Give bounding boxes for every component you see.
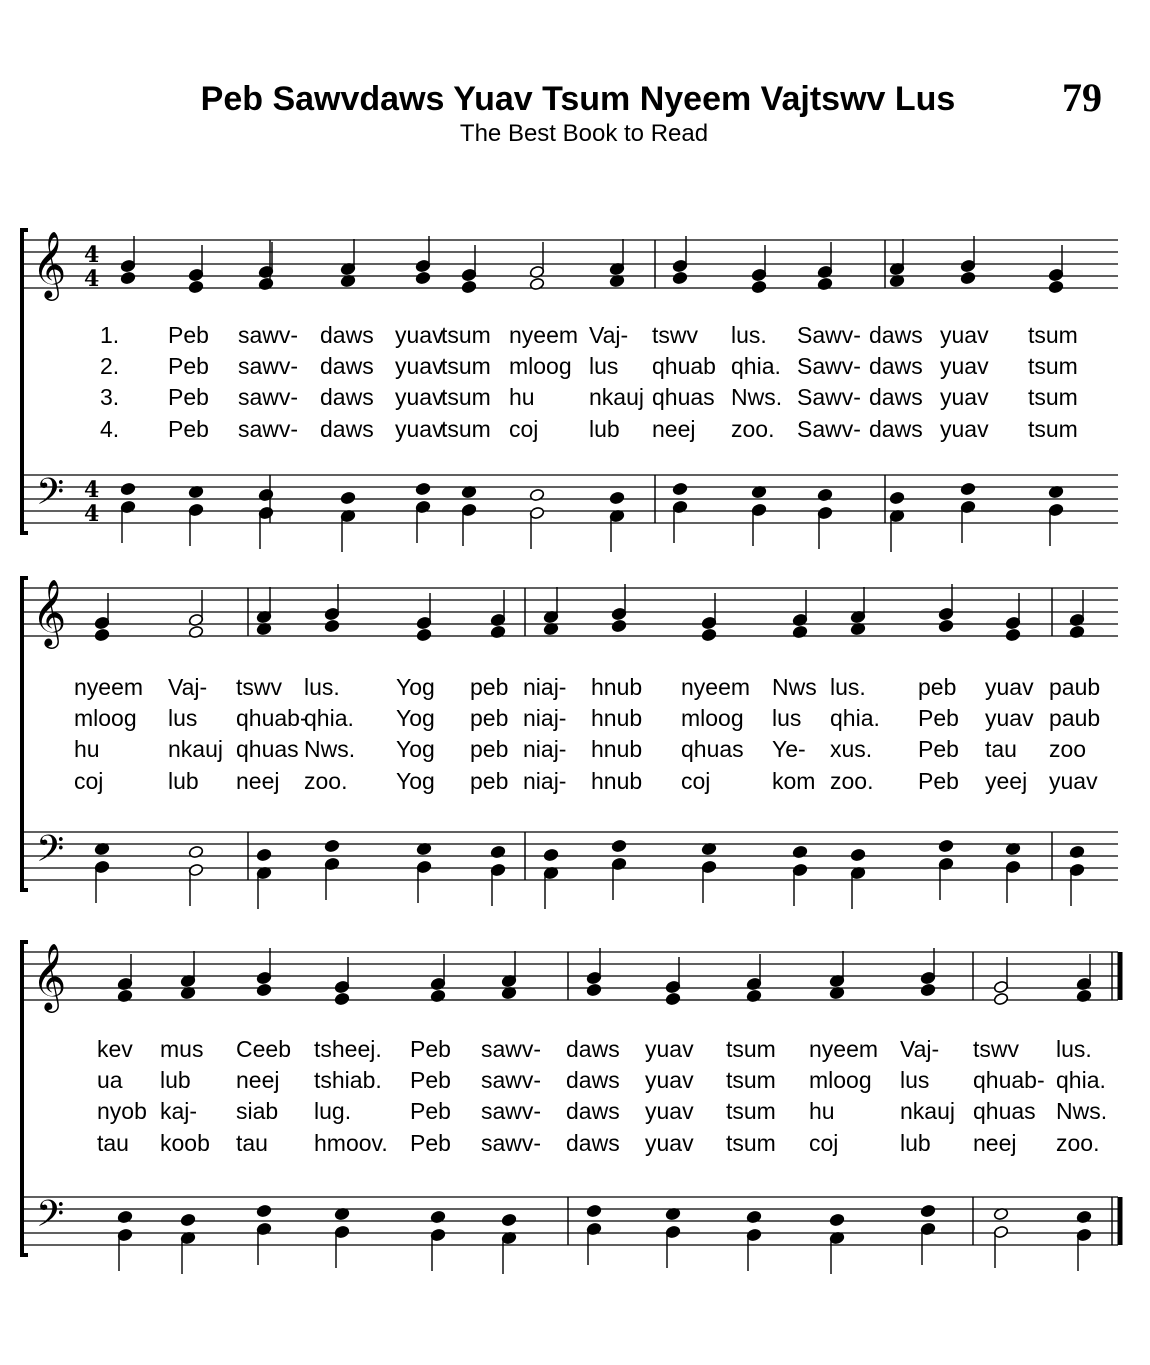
lyric-syllable: hmoov.: [314, 1130, 388, 1156]
treble-note: [1069, 625, 1084, 638]
lyric-syllable: niaj-: [523, 768, 567, 794]
treble-note: [324, 619, 339, 632]
lyric-syllable: daws: [869, 416, 923, 442]
lyric-syllable: daws: [869, 353, 923, 379]
bass-note: [889, 491, 904, 504]
bass-note: [920, 1204, 935, 1217]
bass-note: [256, 1204, 271, 1217]
lyric-syllable: nkauj: [589, 384, 644, 410]
lyric-syllable: nyeem: [681, 674, 751, 700]
treble-note: [665, 992, 680, 1005]
lyric-syllable: lus: [772, 705, 802, 731]
bass-note: [938, 839, 953, 852]
lyric-syllable: daws: [566, 1130, 620, 1156]
lyric-syllable: neej: [973, 1130, 1017, 1156]
lyric-syllable: tsum: [726, 1098, 776, 1124]
lyric-syllable: Peb: [168, 353, 209, 379]
lyric-syllable: sawv-: [238, 384, 299, 410]
lyric-syllable: Peb: [918, 736, 959, 762]
bass-note: [415, 482, 430, 495]
bass-note: [746, 1210, 761, 1223]
lyric-syllable: peb: [470, 674, 509, 700]
lyric-syllable: niaj-: [523, 736, 567, 762]
lyric-syllable: tsum: [441, 322, 491, 348]
bass-note: [850, 848, 865, 861]
lyric-syllable: yuav: [645, 1036, 694, 1062]
lyric-syllable: kaj-: [160, 1098, 198, 1124]
lyric-syllable: Nws.: [1056, 1098, 1108, 1124]
bass-note: [256, 848, 271, 861]
bass-note: [529, 488, 544, 501]
treble-note: [430, 989, 445, 1002]
bass-note: [611, 839, 626, 852]
lyric-syllable: qhuas: [681, 736, 744, 762]
treble-note: [938, 619, 953, 632]
treble-note: [415, 271, 430, 284]
lyric-syllable: hu: [809, 1098, 835, 1124]
treble-note: [611, 619, 626, 632]
time-signature-bottom: 4: [84, 501, 100, 527]
lyric-syllable: Yog: [396, 736, 435, 762]
lyric-syllable: lug.: [314, 1098, 352, 1124]
lyric-syllable: Peb: [918, 705, 959, 731]
lyric-syllable: qhia.: [731, 353, 781, 379]
lyric-syllable: lub: [589, 416, 620, 442]
lyric-syllable: lub: [168, 768, 199, 794]
lyric-syllable: niaj-: [523, 674, 567, 700]
lyric-syllable: daws: [320, 416, 374, 442]
lyric-syllable: daws: [320, 384, 374, 410]
treble-note: [256, 983, 271, 996]
treble-note: [1048, 280, 1063, 293]
lyric-syllable: qhuab: [652, 353, 716, 379]
lyric-syllable: qhia.: [304, 705, 354, 731]
lyric-syllable: paub: [1049, 705, 1101, 731]
lyric-syllable: qhuas: [652, 384, 715, 410]
lyric-syllable: tswv: [973, 1036, 1019, 1062]
lyric-syllable: coj: [74, 768, 104, 794]
lyric-syllable: lus: [589, 353, 619, 379]
lyric-syllable: lub: [900, 1130, 931, 1156]
lyric-syllable: sawv-: [481, 1036, 542, 1062]
treble-note: [461, 280, 476, 293]
treble-note: [490, 625, 505, 638]
lyric-syllable: mloog: [681, 705, 744, 731]
lyric-syllable: yuav: [645, 1130, 694, 1156]
lyric-syllable: peb: [470, 768, 509, 794]
lyric-syllable: zoo.: [731, 416, 775, 442]
lyric-syllable: tsum: [441, 416, 491, 442]
system-3-bracket: [22, 942, 28, 1255]
treble-note: [993, 992, 1008, 1005]
treble-note: [529, 277, 544, 290]
lyric-syllable: tsheej.: [314, 1036, 382, 1062]
lyric-syllable: tsum: [726, 1036, 776, 1062]
time-signature-top: 4: [84, 477, 100, 503]
lyric-syllable: tsum: [441, 353, 491, 379]
lyric-syllable: qhia.: [1056, 1067, 1106, 1093]
lyric-syllable: peb: [470, 705, 509, 731]
lyric-syllable: daws: [869, 322, 923, 348]
treble-note: [416, 628, 431, 641]
lyric-syllable: 2.: [100, 353, 120, 379]
lyric-syllable: yuav: [395, 416, 444, 442]
bass-note: [501, 1213, 516, 1226]
lyric-syllable: Peb: [410, 1130, 451, 1156]
bass-note: [1076, 1210, 1091, 1223]
treble-note: [334, 992, 349, 1005]
lyric-syllable: Nws.: [731, 384, 783, 410]
lyric-syllable: tsum: [1028, 416, 1078, 442]
lyric-syllable: tsum: [726, 1067, 776, 1093]
lyric-syllable: Peb: [168, 416, 209, 442]
system-3-treble-clef: 𝄞: [32, 942, 67, 1010]
lyric-syllable: neej: [652, 416, 696, 442]
lyric-syllable: hnub: [591, 768, 643, 794]
lyric-syllable: hnub: [591, 736, 643, 762]
lyric-syllable: sawv-: [238, 353, 299, 379]
lyric-syllable: tau: [236, 1130, 268, 1156]
lyric-syllable: nyob: [97, 1098, 147, 1124]
lyric-syllable: peb: [918, 674, 957, 700]
lyric-syllable: yuav: [395, 322, 444, 348]
lyric-syllable: Peb: [168, 384, 209, 410]
bass-note: [117, 1210, 132, 1223]
bass-note: [120, 482, 135, 495]
bass-note: [258, 488, 273, 501]
lyric-syllable: Vaj-: [900, 1036, 940, 1062]
lyric-syllable: lus: [168, 705, 198, 731]
lyric-syllable: Peb: [410, 1067, 451, 1093]
system-3-bass-clef: 𝄢: [36, 1193, 65, 1244]
treble-note: [701, 628, 716, 641]
lyric-syllable: hnub: [591, 674, 643, 700]
lyric-syllable: 3.: [100, 384, 120, 410]
lyric-syllable: Yog: [396, 768, 435, 794]
treble-note: [751, 280, 766, 293]
lyric-syllable: nyeem: [809, 1036, 879, 1062]
lyric-syllable: nkauj: [168, 736, 223, 762]
lyric-syllable: tsum: [1028, 353, 1078, 379]
lyric-syllable: tsum: [1028, 384, 1078, 410]
treble-note: [960, 271, 975, 284]
lyric-syllable: xus.: [830, 736, 873, 762]
bass-note: [324, 839, 339, 852]
lyric-syllable: lus.: [304, 674, 340, 700]
lyric-syllable: hu: [509, 384, 535, 410]
lyric-syllable: Vaj-: [168, 674, 208, 700]
lyric-syllable: siab: [236, 1098, 279, 1124]
time-signature-top: 4: [84, 242, 100, 268]
hymn-title: Peb Sawvdaws Yuav Tsum Nyeem Vajtswv Lus: [200, 80, 956, 118]
lyric-syllable: daws: [566, 1067, 620, 1093]
bass-note: [340, 491, 355, 504]
lyric-syllable: mloog: [809, 1067, 872, 1093]
system-1-bass-clef: 𝄢: [36, 471, 65, 522]
lyric-syllable: hnub: [591, 705, 643, 731]
lyric-syllable: tswv: [652, 322, 698, 348]
system-2-bracket: [22, 578, 28, 890]
lyric-syllable: Sawv-: [797, 322, 861, 348]
lyric-syllable: Yog: [396, 674, 435, 700]
lyric-syllable: nyeem: [509, 322, 579, 348]
treble-note: [94, 628, 109, 641]
lyric-syllable: yeej: [985, 768, 1028, 794]
bass-note: [543, 848, 558, 861]
lyric-syllable: neej: [236, 768, 280, 794]
lyric-syllable: Nws.: [304, 736, 356, 762]
system-2-bass-clef: 𝄢: [36, 828, 65, 879]
lyric-syllable: daws: [566, 1036, 620, 1062]
bass-note: [180, 1213, 195, 1226]
lyric-syllable: Yog: [396, 705, 435, 731]
bass-note: [817, 488, 832, 501]
treble-note: [258, 277, 273, 290]
lyric-syllable: yuav: [395, 353, 444, 379]
lyric-syllable: Peb: [410, 1098, 451, 1124]
hymn-subtitle: The Best Book to Read: [459, 120, 709, 147]
treble-note: [117, 989, 132, 1002]
bass-note: [960, 482, 975, 495]
lyric-syllable: qhuab-: [236, 705, 308, 731]
bass-note: [586, 1204, 601, 1217]
lyric-syllable: qhuas: [236, 736, 299, 762]
lyric-syllable: lus.: [830, 674, 866, 700]
lyric-syllable: sawv-: [481, 1130, 542, 1156]
lyric-syllable: Vaj-: [589, 322, 629, 348]
bass-note: [609, 491, 624, 504]
treble-note: [817, 277, 832, 290]
lyric-syllable: paub: [1049, 674, 1101, 700]
lyric-syllable: Sawv-: [797, 416, 861, 442]
lyric-syllable: kom: [772, 768, 816, 794]
treble-note: [188, 280, 203, 293]
lyric-syllable: yuav: [645, 1067, 694, 1093]
lyric-syllable: tswv: [236, 674, 282, 700]
lyric-syllable: yuav: [395, 384, 444, 410]
bass-note: [430, 1210, 445, 1223]
lyric-syllable: mloog: [74, 705, 137, 731]
system-2-treble-clef: 𝄞: [32, 578, 67, 646]
lyric-syllable: zoo.: [1056, 1130, 1100, 1156]
treble-note: [1005, 628, 1020, 641]
lyric-syllable: zoo.: [830, 768, 874, 794]
lyric-syllable: yuav: [1049, 768, 1098, 794]
lyric-syllable: tshiab.: [314, 1067, 382, 1093]
lyric-syllable: peb: [470, 736, 509, 762]
lyric-syllable: coj: [509, 416, 539, 442]
lyric-syllable: tsum: [726, 1130, 776, 1156]
lyric-syllable: lus.: [731, 322, 767, 348]
bass-note: [188, 845, 203, 858]
hymn-number: 79: [1062, 75, 1102, 120]
lyric-syllable: daws: [566, 1098, 620, 1124]
lyric-syllable: tau: [985, 736, 1017, 762]
lyric-syllable: hu: [74, 736, 100, 762]
lyric-syllable: qhuab-: [973, 1067, 1045, 1093]
lyric-syllable: ua: [97, 1067, 123, 1093]
treble-note: [1076, 989, 1091, 1002]
lyric-syllable: tsum: [441, 384, 491, 410]
lyric-syllable: qhia.: [830, 705, 880, 731]
bass-note: [490, 845, 505, 858]
lyric-syllable: sawv-: [481, 1067, 542, 1093]
treble-note: [920, 983, 935, 996]
lyric-syllable: lub: [160, 1067, 191, 1093]
bass-note: [672, 482, 687, 495]
bass-note: [1069, 845, 1084, 858]
lyric-syllable: daws: [320, 322, 374, 348]
treble-note: [746, 989, 761, 1002]
lyric-syllable: daws: [869, 384, 923, 410]
lyric-syllable: Sawv-: [797, 384, 861, 410]
lyric-syllable: Peb: [410, 1036, 451, 1062]
lyric-syllable: neej: [236, 1067, 280, 1093]
lyric-syllable: Ceeb: [236, 1036, 291, 1062]
lyric-syllable: nyeem: [74, 674, 144, 700]
bass-note: [792, 845, 807, 858]
lyric-syllable: coj: [681, 768, 711, 794]
lyric-syllable: Ye-: [772, 736, 806, 762]
lyric-syllable: yuav: [940, 416, 989, 442]
lyric-syllable: yuav: [985, 674, 1034, 700]
lyric-syllable: koob: [160, 1130, 210, 1156]
treble-note: [120, 271, 135, 284]
lyric-syllable: tsum: [1028, 322, 1078, 348]
lyric-syllable: sawv-: [238, 322, 299, 348]
lyric-syllable: lus.: [1056, 1036, 1092, 1062]
treble-note: [672, 271, 687, 284]
lyric-syllable: yuav: [940, 353, 989, 379]
lyric-syllable: Peb: [918, 768, 959, 794]
lyric-syllable: yuav: [645, 1098, 694, 1124]
lyric-syllable: sawv-: [238, 416, 299, 442]
lyric-syllable: lus: [900, 1067, 930, 1093]
lyric-syllable: tau: [97, 1130, 129, 1156]
lyric-syllable: coj: [809, 1130, 839, 1156]
time-signature-bottom: 4: [84, 266, 100, 292]
lyric-syllable: yuav: [940, 384, 989, 410]
treble-note: [586, 983, 601, 996]
lyric-syllable: Peb: [168, 322, 209, 348]
lyric-syllable: Sawv-: [797, 353, 861, 379]
lyric-syllable: qhuas: [973, 1098, 1036, 1124]
lyric-syllable: daws: [320, 353, 374, 379]
bass-note: [829, 1213, 844, 1226]
treble-note: [188, 625, 203, 638]
lyric-syllable: yuav: [940, 322, 989, 348]
lyric-syllable: yuav: [985, 705, 1034, 731]
lyric-syllable: 1.: [100, 322, 120, 348]
lyric-syllable: mus: [160, 1036, 204, 1062]
treble-note: [792, 625, 807, 638]
lyric-syllable: zoo: [1049, 736, 1087, 762]
lyric-syllable: zoo.: [304, 768, 348, 794]
lyric-syllable: mloog: [509, 353, 572, 379]
lyric-syllable: Nws: [772, 674, 817, 700]
lyric-syllable: niaj-: [523, 705, 567, 731]
lyric-syllable: sawv-: [481, 1098, 542, 1124]
system-1-treble-clef: 𝄞: [32, 230, 67, 298]
lyric-syllable: nkauj: [900, 1098, 955, 1124]
lyric-syllable: 4.: [100, 416, 120, 442]
lyric-syllable: kev: [97, 1036, 133, 1062]
